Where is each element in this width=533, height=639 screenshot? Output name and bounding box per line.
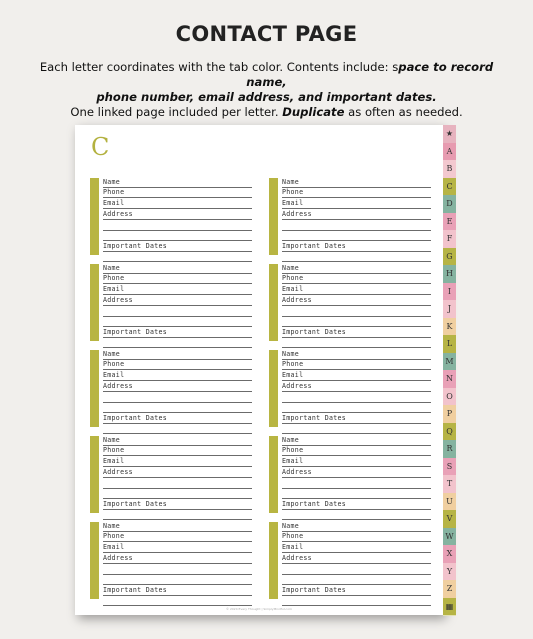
card-accent-bar (269, 178, 278, 255)
contact-card (269, 436, 431, 513)
field-blank[interactable] (282, 221, 431, 231)
field-blank[interactable] (282, 596, 431, 606)
field-address[interactable]: Address (282, 210, 431, 220)
tab-s[interactable]: S (443, 458, 456, 477)
page-footer: © 2024 Every Thought | SimplyMindful.com (226, 607, 292, 611)
field-name[interactable]: Name (103, 522, 252, 532)
contact-card (90, 350, 252, 427)
letter-tabs (443, 125, 456, 615)
tab-i[interactable]: I (443, 283, 456, 302)
tab-j[interactable]: J (443, 300, 456, 319)
field-blank[interactable] (103, 393, 252, 403)
card-accent-bar (90, 178, 99, 255)
tab-x[interactable]: X (443, 545, 456, 564)
field-blank[interactable] (282, 307, 431, 317)
field-phone[interactable]: Phone (282, 360, 431, 370)
tab-h[interactable]: H (443, 265, 456, 284)
field-blank[interactable] (282, 317, 431, 327)
field-important-dates[interactable]: Important Dates (103, 414, 252, 424)
tab-b[interactable]: B (443, 160, 456, 179)
field-email[interactable]: Email (282, 457, 431, 467)
field-phone[interactable]: Phone (282, 446, 431, 456)
field-blank[interactable] (103, 565, 252, 575)
field-blank[interactable] (103, 489, 252, 499)
field-name[interactable]: Name (103, 178, 252, 188)
field-blank[interactable] (103, 479, 252, 489)
tab-o[interactable]: O (443, 388, 456, 407)
field-email[interactable]: Email (103, 543, 252, 553)
field-blank[interactable] (282, 252, 431, 262)
field-blank[interactable] (103, 252, 252, 262)
field-email[interactable]: Email (103, 457, 252, 467)
field-important-dates[interactable]: Important Dates (282, 414, 431, 424)
field-phone[interactable]: Phone (103, 446, 252, 456)
card-accent-bar (269, 264, 278, 341)
field-email[interactable]: Email (103, 199, 252, 209)
tab-t[interactable]: T (443, 475, 456, 494)
field-important-dates[interactable]: Important Dates (103, 242, 252, 252)
field-name[interactable]: Name (282, 178, 431, 188)
contact-card (269, 350, 431, 427)
field-blank[interactable] (103, 403, 252, 413)
field-blank[interactable] (103, 221, 252, 231)
field-email[interactable]: Email (282, 285, 431, 295)
field-important-dates[interactable]: Important Dates (103, 328, 252, 338)
field-phone[interactable]: Phone (103, 274, 252, 284)
desc-line3-end: as often as needed. (344, 105, 463, 119)
card-accent-bar (90, 436, 99, 513)
desc-line2-bold: phone number, email address, and important dates. (96, 90, 437, 104)
card-accent-bar (269, 350, 278, 427)
field-blank[interactable] (103, 424, 252, 434)
tab-p[interactable]: P (443, 405, 456, 424)
field-address[interactable]: Address (103, 382, 252, 392)
tab-e[interactable]: E (443, 213, 456, 232)
field-name[interactable]: Name (282, 350, 431, 360)
desc-line3-plain: One linked page included per letter. (70, 105, 283, 119)
field-phone[interactable]: Phone (103, 360, 252, 370)
field-important-dates[interactable]: Important Dates (282, 500, 431, 510)
field-name[interactable]: Name (103, 264, 252, 274)
field-address[interactable]: Address (282, 554, 431, 564)
field-name[interactable]: Name (282, 436, 431, 446)
desc-line1-bold: pace to record name, (246, 60, 494, 89)
field-blank[interactable] (103, 596, 252, 606)
contact-card (269, 178, 431, 255)
field-blank[interactable] (282, 338, 431, 348)
field-blank[interactable] (282, 510, 431, 520)
field-important-dates[interactable]: Important Dates (282, 586, 431, 596)
tab-l[interactable]: L (443, 335, 456, 354)
card-accent-bar (90, 350, 99, 427)
tab-q[interactable]: Q (443, 423, 456, 442)
field-important-dates[interactable]: Important Dates (103, 586, 252, 596)
field-phone[interactable]: Phone (282, 532, 431, 542)
field-blank[interactable] (103, 338, 252, 348)
tab-favorites[interactable]: ★ (443, 125, 456, 144)
field-important-dates[interactable]: Important Dates (282, 328, 431, 338)
field-phone[interactable]: Phone (282, 274, 431, 284)
field-address[interactable]: Address (103, 554, 252, 564)
field-important-dates[interactable]: Important Dates (103, 500, 252, 510)
tab-y[interactable]: Y (443, 563, 456, 582)
field-email[interactable]: Email (103, 285, 252, 295)
field-phone[interactable]: Phone (103, 188, 252, 198)
field-address[interactable]: Address (282, 382, 431, 392)
tab-w[interactable]: W (443, 528, 456, 547)
tab-c[interactable]: C (443, 178, 456, 197)
field-name[interactable]: Name (282, 264, 431, 274)
desc-line3-bold: Duplicate (282, 105, 345, 119)
tab-f[interactable]: F (443, 230, 456, 249)
field-email[interactable]: Email (282, 543, 431, 553)
field-address[interactable]: Address (282, 296, 431, 306)
tab-n[interactable]: N (443, 370, 456, 389)
tab-z[interactable]: Z (443, 580, 456, 599)
contact-card (90, 264, 252, 341)
field-address[interactable]: Address (103, 468, 252, 478)
contact-card (90, 178, 252, 255)
description (20, 60, 513, 120)
contact-card (269, 264, 431, 341)
page-letter: C (91, 133, 110, 161)
field-phone[interactable]: Phone (282, 188, 431, 198)
contact-card (90, 436, 252, 513)
card-accent-bar (90, 264, 99, 341)
tab-r[interactable]: R (443, 440, 456, 459)
tab-a[interactable]: A (443, 143, 456, 162)
contact-card (269, 522, 431, 599)
tab-k[interactable]: K (443, 318, 456, 337)
field-blank[interactable] (103, 510, 252, 520)
tab-notes[interactable]: ▦ (443, 598, 456, 617)
field-blank[interactable] (282, 575, 431, 585)
card-accent-bar (90, 522, 99, 599)
field-name[interactable]: Name (282, 522, 431, 532)
tab-g[interactable]: G (443, 248, 456, 267)
field-name[interactable]: Name (103, 436, 252, 446)
tab-m[interactable]: M (443, 353, 456, 372)
field-blank[interactable] (282, 565, 431, 575)
field-blank[interactable] (282, 479, 431, 489)
field-address[interactable]: Address (103, 210, 252, 220)
desc-line1-plain: Each letter coordinates with the tab color. Contents include: s (39, 60, 399, 74)
field-blank[interactable] (282, 489, 431, 499)
contact-card (90, 522, 252, 599)
card-accent-bar (269, 522, 278, 599)
field-blank[interactable] (282, 424, 431, 434)
field-name[interactable]: Name (103, 350, 252, 360)
planner-page (75, 125, 443, 615)
field-email[interactable]: Email (103, 371, 252, 381)
field-email[interactable]: Email (282, 199, 431, 209)
field-important-dates[interactable]: Important Dates (282, 242, 431, 252)
field-blank[interactable] (282, 393, 431, 403)
field-blank[interactable] (103, 231, 252, 241)
field-blank[interactable] (282, 231, 431, 241)
field-blank[interactable] (103, 307, 252, 317)
field-phone[interactable]: Phone (103, 532, 252, 542)
field-blank[interactable] (103, 575, 252, 585)
tab-v[interactable]: V (443, 510, 456, 529)
tab-d[interactable]: D (443, 195, 456, 214)
card-accent-bar (269, 436, 278, 513)
field-email[interactable]: Email (282, 371, 431, 381)
page-heading: CONTACT PAGE (175, 22, 358, 46)
field-address[interactable]: Address (103, 296, 252, 306)
field-blank[interactable] (282, 403, 431, 413)
tab-u[interactable]: U (443, 493, 456, 512)
field-blank[interactable] (103, 317, 252, 327)
field-address[interactable]: Address (282, 468, 431, 478)
